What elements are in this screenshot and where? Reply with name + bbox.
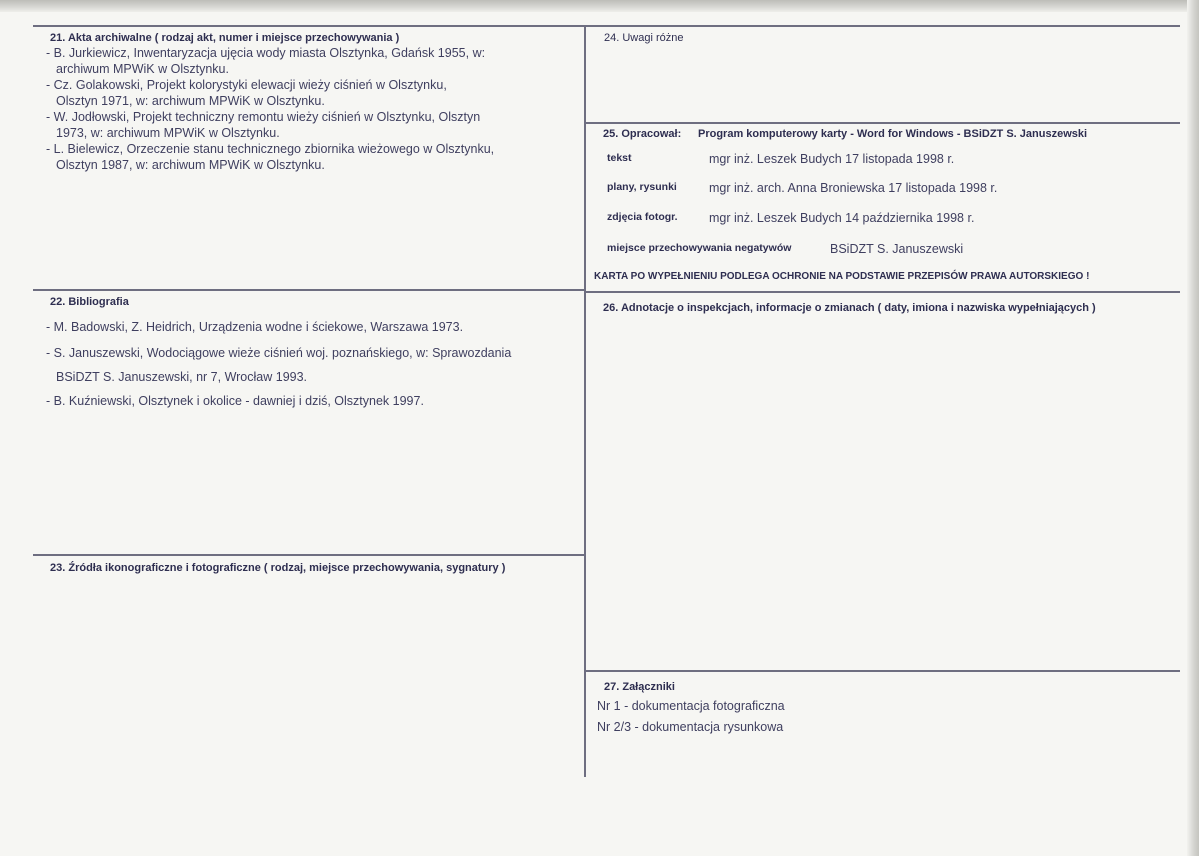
bibliography-line-1: - M. Badowski, Z. Heidrich, Urządzenia wodne i ściekowe, Warszawa 1973.: [46, 320, 464, 334]
vertical-divider: [584, 25, 586, 777]
archive-item-1-line-2: archiwum MPWiK w Olsztynku.: [56, 62, 229, 76]
row-label-zdjecia: zdjęcia fotogr.: [607, 211, 678, 223]
program-info: Program komputerowy karty - Word for Windows - BSiDZT S. Januszewski: [698, 128, 1088, 140]
divider-22-23: [33, 554, 585, 556]
archive-item-4-line-1: - L. Bielewicz, Orzeczenie stanu technicznego zbiornika wieżowego w Olsztynku,: [46, 142, 495, 156]
section-22-title: 22. Bibliografia: [50, 296, 129, 308]
row-label-plany: plany, rysunki: [607, 181, 677, 193]
row-value-tekst: mgr inż. Leszek Budych 17 listopada 1998 r.: [709, 152, 955, 166]
archive-item-3-line-2: 1973, w: archiwum MPWiK w Olsztynku.: [56, 126, 280, 140]
archive-item-3-line-1: - W. Jodłowski, Projekt techniczny remontu wieży ciśnień w Olsztynku, Olsztyn: [46, 110, 481, 124]
archive-item-2-line-1: - Cz. Golakowski, Projekt kolorystyki elewacji wieży ciśnień w Olsztynku,: [46, 78, 447, 92]
section-25-title: 25. Opracował:: [603, 128, 682, 140]
section-27-title: 27. Załączniki: [604, 681, 675, 693]
row-value-plany: mgr inż. arch. Anna Broniewska 17 listopada 1998 r.: [709, 181, 998, 195]
archive-item-1-line-1: - B. Jurkiewicz, Inwentaryzacja ujęcia wody miasta Olsztynka, Gdańsk 1955, w:: [46, 46, 486, 60]
divider-26-27: [585, 670, 1180, 672]
divider-21-22: [33, 289, 585, 291]
row-label-negatywy: miejsce przechowywania negatywów: [607, 242, 792, 254]
section-24-title: 24. Uwagi różne: [604, 32, 684, 44]
attachment-line-1: Nr 1 - dokumentacja fotograficzna: [597, 699, 785, 713]
attachment-line-2: Nr 2/3 - dokumentacja rysunkowa: [597, 720, 784, 734]
scan-right-edge: [1187, 0, 1199, 856]
section-23-title: 23. Źródła ikonograficzne i fotograficzne ( rodzaj, miejsce przechowywania, sygnatury ): [50, 562, 506, 574]
row-label-tekst: tekst: [607, 152, 632, 164]
divider-24-25: [585, 122, 1180, 124]
row-value-zdjecia: mgr inż. Leszek Budych 14 października 1998 r.: [709, 211, 975, 225]
top-border-line: [33, 25, 1180, 27]
bibliography-line-4: - B. Kuźniewski, Olsztynek i okolice - dawniej i dziś, Olsztynek 1997.: [46, 394, 424, 408]
archive-item-4-line-2: Olsztyn 1987, w: archiwum MPWiK w Olsztynku.: [56, 158, 325, 172]
bibliography-line-3: BSiDZT S. Januszewski, nr 7, Wrocław 1993.: [56, 370, 308, 384]
row-value-negatywy: BSiDZT S. Januszewski: [830, 242, 964, 256]
section-21-title: 21. Akta archiwalne ( rodzaj akt, numer i miejsce przechowywania ): [50, 32, 400, 44]
divider-25-26: [585, 291, 1180, 293]
copyright-notice: KARTA PO WYPEŁNIENIU PODLEGA OCHRONIE NA PODSTAWIE PRZEPISÓW PRAWA AUTORSKIEGO !: [594, 271, 1090, 282]
archive-item-2-line-2: Olsztyn 1971, w: archiwum MPWiK w Olsztynku.: [56, 94, 325, 108]
section-26-title: 26. Adnotacje o inspekcjach, informacje o zmianach ( daty, imiona i nazwiska wypełniających ): [603, 302, 1096, 314]
bibliography-line-2: - S. Januszewski, Wodociągowe wieże ciśnień woj. poznańskiego, w: Sprawozdania: [46, 346, 512, 360]
scan-top-edge: [0, 0, 1199, 12]
